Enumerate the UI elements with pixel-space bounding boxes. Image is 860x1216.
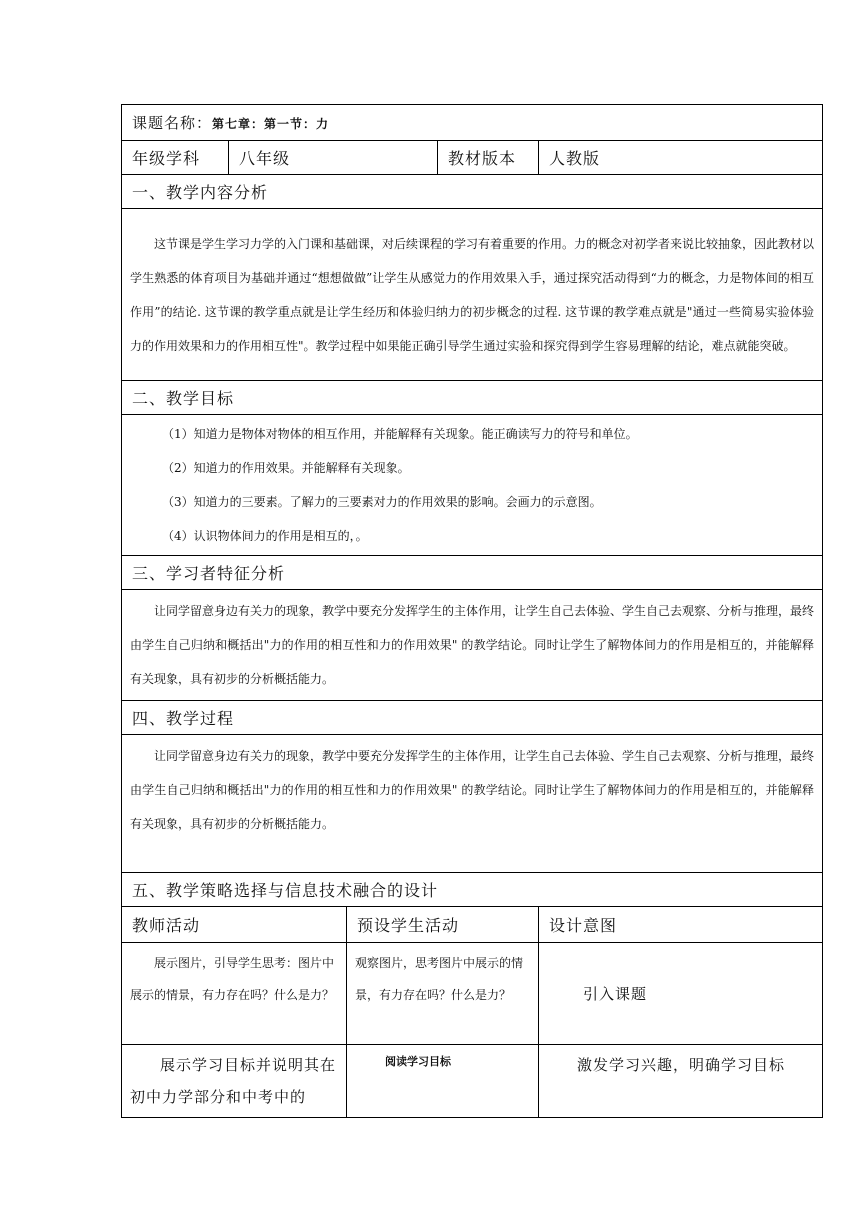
lesson-plan-table [121,104,823,1118]
strategy-header-row [122,907,823,943]
table-row [122,1045,823,1118]
edition-label: 教材版本 [438,141,539,175]
section-heading-objectives: 二、教学目标 [122,381,823,415]
section-heading-process: 四、教学过程 [122,701,823,735]
teacher-activity: 展示图片，引导学生思考：图片中展示的情景，有力存在吗？什么是力？ [122,943,347,1045]
lesson-plan-document [121,104,822,1118]
objectives-list [122,415,823,556]
design-intent: 引入课题 [539,943,823,1045]
student-activity: 观察图片，思考图片中展示的情景，有力存在吗？什么是力？ [347,943,539,1045]
column-header-intent: 设计意图 [539,907,823,943]
table-row [122,943,823,1045]
teacher-activity: 展示学习目标并说明其在初中力学部分和中考中的 [122,1045,347,1118]
section-heading-content-analysis: 一、教学内容分析 [122,175,823,209]
grade-value: 八年级 [229,141,438,175]
objective-item: （2）知道力的作用效果。并能解释有关现象。 [162,461,410,475]
column-header-teacher: 教师活动 [122,907,347,943]
objective-item: （4）认识物体间力的作用是相互的，。 [162,529,368,543]
course-title-row [122,105,823,141]
content-analysis-text: 这节课是学生学习力学的入门课和基础课，对后续课程的学习有着重要的作用。力的概念对初学者来说比较抽象，因此教材以学生熟悉的体育项目为基础并通过“想想做做”让学生从感觉力的作用效果入手，通过探究活动得到“力的概念，力是物体间的相互作用”的结论. 这节课的教学重点就是让学生经历和体验归纳力的初步概念的过程. 这节课的教学难点就是"通过一些简易实验体验力的作用效果和力的作用相互性"。教学过程中如果能正确引导学生通过实验和探究得到学生容易理解的结论，难点就能突破。 [122,209,823,381]
grade-label: 年级学科 [122,141,229,175]
edition-value: 人教版 [539,141,823,175]
course-title-value: 第七章：第一节：力 [212,117,330,131]
design-intent: 激发学习兴趣，明确学习目标 [539,1045,823,1118]
section-heading-learner-analysis: 三、学习者特征分析 [122,556,823,590]
objective-item: （1）知道力是物体对物体的相互作用，并能解释有关现象。能正确读写力的符号和单位。 [162,427,638,441]
grade-edition-row [122,141,823,175]
process-text: 让同学留意身边有关力的现象，教学中要充分发挥学生的主体作用，让学生自己去体验、学生自己去观察、分析与推理，最终由学生自己归纳和概括出"力的作用的相互性和力的作用效果" 的教学结论。同时让学生了解物体间力的作用是相互的，并能解释有关现象，具有初步的分析概括能力。 [122,735,823,873]
course-title-cell [122,105,823,141]
student-activity: 阅读学习目标 [347,1045,539,1118]
objective-item: （3）知道力的三要素。了解力的三要素对力的作用效果的影响。会画力的示意图。 [162,495,602,509]
section-heading-strategy: 五、教学策略选择与信息技术融合的设计 [122,873,823,907]
course-title-label: 课题名称： [132,114,213,132]
column-header-student: 预设学生活动 [347,907,539,943]
learner-analysis-text: 让同学留意身边有关力的现象，教学中要充分发挥学生的主体作用，让学生自己去体验、学生自己去观察、分析与推理，最终由学生自己归纳和概括出"力的作用的相互性和力的作用效果" 的教学结论。同时让学生了解物体间力的作用是相互的，并能解释有关现象，具有初步的分析概括能力。 [122,590,823,701]
